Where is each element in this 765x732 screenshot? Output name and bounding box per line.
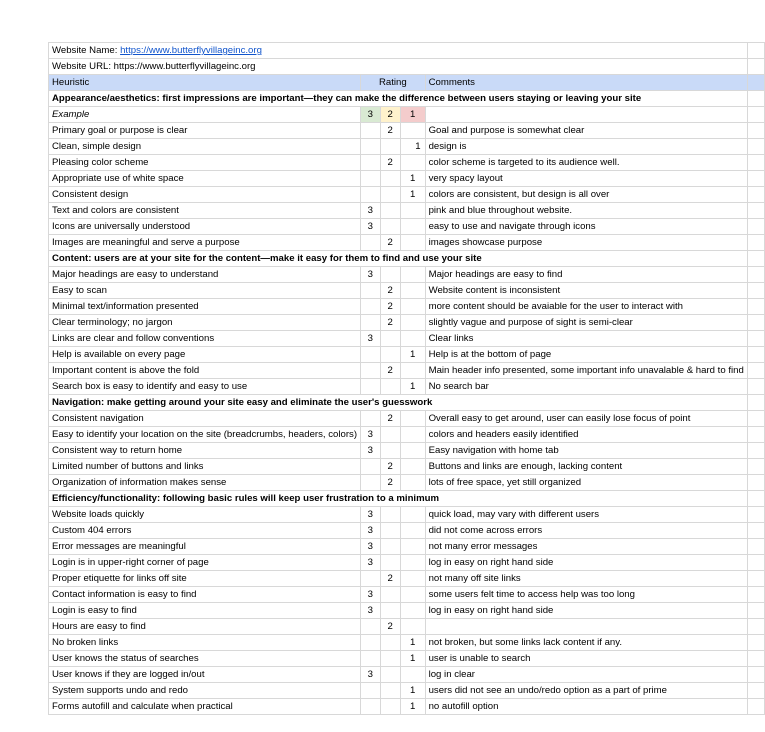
rating-3-cell[interactable]: 3 — [361, 539, 381, 555]
comment-cell[interactable]: users did not see an undo/redo option as a part of prime — [425, 683, 747, 699]
heuristic-cell[interactable]: Consistent design — [49, 187, 361, 203]
rating-3-cell[interactable]: 3 — [361, 523, 381, 539]
comment-cell[interactable]: colors are consistent, but design is all over — [425, 187, 747, 203]
rating-3-cell[interactable] — [361, 363, 381, 379]
website-url-cell[interactable]: Website URL: https://www.butterflyvillageinc.org — [49, 59, 748, 75]
rating-2-cell[interactable]: 2 — [380, 299, 400, 315]
rating-3-cell[interactable] — [361, 699, 381, 715]
empty-cell[interactable] — [747, 539, 764, 555]
rating-1-cell[interactable] — [400, 587, 425, 603]
rating-1-cell[interactable]: 1 — [400, 683, 425, 699]
rating-3-cell[interactable]: 3 — [361, 443, 381, 459]
rating-2-cell[interactable] — [380, 219, 400, 235]
section-heading-row — [49, 251, 765, 267]
rating-1-cell[interactable] — [400, 219, 425, 235]
heuristic-row — [49, 523, 765, 539]
rating-3-cell[interactable]: 3 — [361, 107, 381, 123]
rating-2-cell[interactable] — [380, 555, 400, 571]
empty-cell[interactable] — [747, 587, 764, 603]
rating-2-cell[interactable] — [380, 331, 400, 347]
heuristic-cell[interactable]: Forms autofill and calculate when practical — [49, 699, 361, 715]
heuristic-cell[interactable]: Consistent navigation — [49, 411, 361, 427]
empty-cell[interactable] — [747, 507, 764, 523]
empty-cell[interactable] — [747, 283, 764, 299]
empty-cell[interactable] — [747, 395, 764, 411]
empty-cell[interactable] — [747, 411, 764, 427]
rating-3-cell[interactable] — [361, 315, 381, 331]
heuristic-row — [49, 187, 765, 203]
rating-1-cell[interactable] — [400, 363, 425, 379]
section-heading[interactable]: Efficiency/functionality: following basic rules will keep user frustration to a minimum — [49, 491, 748, 507]
rating-3-cell[interactable]: 3 — [361, 507, 381, 523]
rating-3-cell[interactable] — [361, 187, 381, 203]
heuristic-cell[interactable]: Minimal text/information presented — [49, 299, 361, 315]
rating-header[interactable]: Rating — [361, 75, 426, 91]
rating-2-cell[interactable]: 2 — [380, 411, 400, 427]
heuristic-row — [49, 331, 765, 347]
rating-3-cell[interactable] — [361, 411, 381, 427]
comment-cell[interactable]: log in clear — [425, 667, 747, 683]
heuristic-row — [49, 443, 765, 459]
heuristic-cell[interactable]: Organization of information makes sense — [49, 475, 361, 491]
heuristic-row — [49, 235, 765, 251]
heuristic-row — [49, 171, 765, 187]
heuristic-row — [49, 315, 765, 331]
rating-1-cell[interactable]: 1 — [400, 171, 425, 187]
rating-2-cell[interactable] — [380, 523, 400, 539]
rating-2-cell[interactable] — [380, 379, 400, 395]
rating-3-cell[interactable] — [361, 619, 381, 635]
comment-cell[interactable]: some users felt time to access help was too long — [425, 587, 747, 603]
rating-1-cell[interactable] — [400, 427, 425, 443]
comment-cell[interactable]: Help is at the bottom of page — [425, 347, 747, 363]
empty-cell[interactable] — [747, 59, 764, 75]
rating-3-cell[interactable] — [361, 651, 381, 667]
heuristic-cell[interactable]: Limited number of buttons and links — [49, 459, 361, 475]
heuristic-cell[interactable]: Primary goal or purpose is clear — [49, 123, 361, 139]
heuristic-row — [49, 299, 765, 315]
rating-2-cell[interactable] — [380, 587, 400, 603]
heuristic-cell[interactable]: Hours are easy to find — [49, 619, 361, 635]
heuristic-cell[interactable]: Pleasing color scheme — [49, 155, 361, 171]
rating-1-cell[interactable] — [400, 411, 425, 427]
heuristic-row — [49, 539, 765, 555]
heuristic-row — [49, 587, 765, 603]
comment-cell[interactable]: not broken, but some links lack content if any. — [425, 635, 747, 651]
rating-2-cell[interactable] — [380, 507, 400, 523]
comment-cell[interactable]: color scheme is targeted to its audience well. — [425, 155, 747, 171]
rating-1-cell[interactable] — [400, 299, 425, 315]
website-name-cell[interactable] — [49, 43, 748, 59]
heuristic-row — [49, 459, 765, 475]
heuristic-cell[interactable]: Appropriate use of white space — [49, 171, 361, 187]
rating-2-cell[interactable] — [380, 427, 400, 443]
rating-3-cell[interactable] — [361, 347, 381, 363]
heuristic-row — [49, 379, 765, 395]
heuristic-cell[interactable]: User knows if they are logged in/out — [49, 667, 361, 683]
comment-cell[interactable]: not many error messages — [425, 539, 747, 555]
rating-2-cell[interactable] — [380, 187, 400, 203]
rating-1-cell[interactable]: 1 — [400, 635, 425, 651]
rating-3-cell[interactable]: 3 — [361, 427, 381, 443]
rating-3-cell[interactable] — [361, 283, 381, 299]
rating-3-cell[interactable] — [361, 475, 381, 491]
rating-1-cell[interactable] — [400, 203, 425, 219]
heuristic-cell[interactable]: Links are clear and follow conventions — [49, 331, 361, 347]
rating-3-cell[interactable] — [361, 123, 381, 139]
empty-cell[interactable] — [747, 91, 764, 107]
rating-1-cell[interactable]: 1 — [400, 347, 425, 363]
example-row — [49, 107, 765, 123]
rating-1-cell[interactable] — [400, 315, 425, 331]
rating-3-cell[interactable]: 3 — [361, 331, 381, 347]
empty-cell[interactable] — [747, 187, 764, 203]
comment-cell[interactable]: easy to use and navigate through icons — [425, 219, 747, 235]
rating-2-cell[interactable] — [380, 651, 400, 667]
heuristic-row — [49, 363, 765, 379]
rating-1-cell[interactable] — [400, 155, 425, 171]
rating-2-cell[interactable]: 2 — [380, 107, 400, 123]
comment-cell[interactable]: log in easy on right hand side — [425, 555, 747, 571]
rating-1-cell[interactable] — [400, 523, 425, 539]
heuristic-row — [49, 219, 765, 235]
heuristic-cell[interactable]: Search box is easy to identify and easy to use — [49, 379, 361, 395]
heuristic-row — [49, 427, 765, 443]
rating-3-cell[interactable]: 3 — [361, 587, 381, 603]
heuristic-row — [49, 555, 765, 571]
heuristic-row — [49, 651, 765, 667]
empty-cell[interactable] — [747, 251, 764, 267]
comment-cell[interactable]: Goal and purpose is somewhat clear — [425, 123, 747, 139]
rating-1-cell[interactable] — [400, 123, 425, 139]
empty-cell[interactable] — [747, 123, 764, 139]
rating-1-cell[interactable] — [400, 475, 425, 491]
empty-cell[interactable] — [747, 491, 764, 507]
empty-cell[interactable] — [747, 603, 764, 619]
heuristic-cell[interactable]: Help is available on every page — [49, 347, 361, 363]
heuristic-row — [49, 635, 765, 651]
comment-cell[interactable]: very spacy layout — [425, 171, 747, 187]
section-heading-row — [49, 91, 765, 107]
comment-cell[interactable]: not many off site links — [425, 571, 747, 587]
heuristic-cell[interactable]: Example — [49, 107, 361, 123]
empty-cell[interactable] — [747, 363, 764, 379]
comment-cell[interactable]: images showcase purpose — [425, 235, 747, 251]
rating-3-cell[interactable] — [361, 139, 381, 155]
heuristic-row — [49, 283, 765, 299]
heuristic-row — [49, 699, 765, 715]
comment-cell[interactable]: pink and blue throughout website. — [425, 203, 747, 219]
rating-2-cell[interactable] — [380, 267, 400, 283]
comment-cell[interactable] — [425, 107, 747, 123]
heuristic-cell[interactable]: Login is easy to find — [49, 603, 361, 619]
rating-1-cell[interactable] — [400, 555, 425, 571]
heuristic-row — [49, 683, 765, 699]
website-name-row — [49, 43, 765, 59]
rating-1-cell[interactable] — [400, 267, 425, 283]
rating-1-cell[interactable] — [400, 235, 425, 251]
heuristic-row — [49, 667, 765, 683]
section-heading-row — [49, 491, 765, 507]
heuristic-header[interactable]: Heuristic — [49, 75, 361, 91]
empty-cell[interactable] — [747, 315, 764, 331]
rating-1-cell[interactable] — [400, 459, 425, 475]
rating-1-cell[interactable] — [400, 619, 425, 635]
empty-cell[interactable] — [747, 443, 764, 459]
empty-cell[interactable] — [747, 699, 764, 715]
section-heading-row — [49, 395, 765, 411]
heuristic-cell[interactable]: Proper etiquette for links off site — [49, 571, 361, 587]
rating-1-cell[interactable] — [400, 539, 425, 555]
empty-cell[interactable] — [747, 267, 764, 283]
rating-2-cell[interactable]: 2 — [380, 315, 400, 331]
empty-cell[interactable] — [747, 475, 764, 491]
rating-3-cell[interactable] — [361, 379, 381, 395]
empty-cell[interactable] — [747, 43, 764, 59]
comment-cell[interactable]: No search bar — [425, 379, 747, 395]
empty-cell[interactable] — [747, 571, 764, 587]
rating-1-cell[interactable] — [400, 443, 425, 459]
comment-cell[interactable]: Major headings are easy to find — [425, 267, 747, 283]
heuristic-cell[interactable]: Consistent way to return home — [49, 443, 361, 459]
heuristic-evaluation-sheet — [48, 42, 765, 715]
rating-2-cell[interactable] — [380, 699, 400, 715]
rating-1-cell[interactable] — [400, 603, 425, 619]
empty-cell[interactable] — [747, 635, 764, 651]
empty-cell[interactable] — [747, 219, 764, 235]
rating-2-cell[interactable]: 2 — [380, 123, 400, 139]
rating-2-cell[interactable]: 2 — [380, 363, 400, 379]
comments-header[interactable]: Comments — [425, 75, 747, 91]
empty-cell[interactable] — [747, 555, 764, 571]
rating-2-cell[interactable]: 2 — [380, 475, 400, 491]
rating-1-cell[interactable]: 1 — [400, 651, 425, 667]
rating-1-cell[interactable]: 1 — [400, 699, 425, 715]
rating-3-cell[interactable] — [361, 683, 381, 699]
rating-3-cell[interactable]: 3 — [361, 667, 381, 683]
rating-3-cell[interactable]: 3 — [361, 203, 381, 219]
heuristic-cell[interactable]: Major headings are easy to understand — [49, 267, 361, 283]
rating-2-cell[interactable] — [380, 171, 400, 187]
comment-cell[interactable]: lots of free space, yet still organized — [425, 475, 747, 491]
empty-cell[interactable] — [747, 155, 764, 171]
empty-cell[interactable] — [747, 299, 764, 315]
rating-1-cell[interactable] — [400, 571, 425, 587]
comment-cell[interactable]: Main header info presented, some important info unavalable & hard to find — [425, 363, 747, 379]
sheet-body — [49, 43, 765, 715]
rating-2-cell[interactable]: 2 — [380, 235, 400, 251]
heuristic-row — [49, 571, 765, 587]
heuristic-row — [49, 347, 765, 363]
heuristic-cell[interactable]: Icons are universally understood — [49, 219, 361, 235]
comment-cell[interactable] — [425, 619, 747, 635]
rating-3-cell[interactable]: 3 — [361, 267, 381, 283]
rating-3-cell[interactable] — [361, 299, 381, 315]
heuristic-cell[interactable]: Custom 404 errors — [49, 523, 361, 539]
rating-3-cell[interactable]: 3 — [361, 555, 381, 571]
header-row — [49, 75, 765, 91]
heuristic-cell[interactable]: Images are meaningful and serve a purpose — [49, 235, 361, 251]
rating-3-cell[interactable] — [361, 635, 381, 651]
heuristic-cell[interactable]: System supports undo and redo — [49, 683, 361, 699]
heuristic-row — [49, 155, 765, 171]
comment-cell[interactable]: Easy navigation with home tab — [425, 443, 747, 459]
empty-cell[interactable] — [747, 379, 764, 395]
heuristic-row — [49, 475, 765, 491]
rating-2-cell[interactable]: 2 — [380, 155, 400, 171]
rating-1-cell[interactable] — [400, 667, 425, 683]
heuristic-row — [49, 507, 765, 523]
heuristic-cell[interactable]: No broken links — [49, 635, 361, 651]
rating-2-cell[interactable] — [380, 139, 400, 155]
rating-3-cell[interactable] — [361, 235, 381, 251]
comment-cell[interactable]: Buttons and links are enough, lacking content — [425, 459, 747, 475]
rating-2-cell[interactable] — [380, 347, 400, 363]
rating-2-cell[interactable]: 2 — [380, 571, 400, 587]
rating-2-cell[interactable] — [380, 635, 400, 651]
heuristic-row — [49, 203, 765, 219]
rating-3-cell[interactable] — [361, 459, 381, 475]
empty-cell[interactable] — [747, 667, 764, 683]
rating-1-cell[interactable] — [400, 331, 425, 347]
heuristic-row — [49, 411, 765, 427]
comment-cell[interactable]: user is unable to search — [425, 651, 747, 667]
rating-2-cell[interactable] — [380, 539, 400, 555]
rating-3-cell[interactable] — [361, 155, 381, 171]
website-name-link[interactable]: https://www.butterflyvillageinc.org — [120, 45, 262, 56]
heuristic-cell[interactable]: User knows the status of searches — [49, 651, 361, 667]
rating-1-cell[interactable]: 1 — [400, 379, 425, 395]
rating-3-cell[interactable]: 3 — [361, 603, 381, 619]
rating-1-cell[interactable]: 1 — [400, 107, 425, 123]
empty-cell[interactable] — [747, 683, 764, 699]
heuristic-row — [49, 267, 765, 283]
rating-2-cell[interactable] — [380, 683, 400, 699]
rating-2-cell[interactable] — [380, 667, 400, 683]
rating-3-cell[interactable] — [361, 171, 381, 187]
rating-1-cell[interactable] — [400, 283, 425, 299]
empty-cell[interactable] — [747, 171, 764, 187]
heuristic-row — [49, 603, 765, 619]
comment-cell[interactable]: design is — [425, 139, 747, 155]
heuristic-row — [49, 619, 765, 635]
heuristic-cell[interactable]: Important content is above the fold — [49, 363, 361, 379]
empty-cell[interactable] — [747, 235, 764, 251]
rating-2-cell[interactable] — [380, 443, 400, 459]
heuristic-cell[interactable]: Website loads quickly — [49, 507, 361, 523]
comment-cell[interactable]: Website content is inconsistent — [425, 283, 747, 299]
comment-cell[interactable]: no autofill option — [425, 699, 747, 715]
heuristic-cell[interactable]: Login is in upper-right corner of page — [49, 555, 361, 571]
rating-2-cell[interactable] — [380, 603, 400, 619]
rating-1-cell[interactable]: 1 — [400, 139, 425, 155]
empty-cell[interactable] — [747, 107, 764, 123]
comment-cell[interactable]: quick load, may vary with different users — [425, 507, 747, 523]
rating-1-cell[interactable] — [400, 507, 425, 523]
website-name-label: Website Name: — [52, 45, 121, 56]
empty-cell[interactable] — [747, 139, 764, 155]
comment-cell[interactable]: Overall easy to get around, user can easily lose focus of point — [425, 411, 747, 427]
empty-cell[interactable] — [747, 651, 764, 667]
rating-3-cell[interactable]: 3 — [361, 219, 381, 235]
heuristic-cell[interactable]: Easy to scan — [49, 283, 361, 299]
empty-cell[interactable] — [747, 459, 764, 475]
comment-cell[interactable]: colors and headers easily identified — [425, 427, 747, 443]
empty-cell[interactable] — [747, 331, 764, 347]
heuristic-cell[interactable]: Contact information is easy to find — [49, 587, 361, 603]
section-heading[interactable]: Navigation: make getting around your site easy and eliminate the user's guesswork — [49, 395, 748, 411]
section-heading[interactable]: Content: users are at your site for the content—make it easy for them to find and use your site — [49, 251, 748, 267]
heuristic-row — [49, 139, 765, 155]
heuristic-cell[interactable]: Text and colors are consistent — [49, 203, 361, 219]
empty-cell[interactable] — [747, 427, 764, 443]
rating-2-cell[interactable]: 2 — [380, 459, 400, 475]
heuristic-cell[interactable]: Clean, simple design — [49, 139, 361, 155]
comment-cell[interactable]: Clear links — [425, 331, 747, 347]
comment-cell[interactable]: slightly vague and purpose of sight is semi-clear — [425, 315, 747, 331]
rating-2-cell[interactable] — [380, 203, 400, 219]
rating-2-cell[interactable]: 2 — [380, 619, 400, 635]
rating-2-cell[interactable]: 2 — [380, 283, 400, 299]
website-url-row — [49, 59, 765, 75]
rating-1-cell[interactable]: 1 — [400, 187, 425, 203]
comment-cell[interactable]: log in easy on right hand side — [425, 603, 747, 619]
header-extra-cell[interactable] — [747, 75, 764, 91]
empty-cell[interactable] — [747, 203, 764, 219]
empty-cell[interactable] — [747, 619, 764, 635]
heuristic-cell[interactable]: Clear terminology; no jargon — [49, 315, 361, 331]
comment-cell[interactable]: did not come across errors — [425, 523, 747, 539]
heuristic-row — [49, 123, 765, 139]
section-heading[interactable]: Appearance/aesthetics: first impressions are important—they can make the difference between users staying or leaving your site — [49, 91, 748, 107]
empty-cell[interactable] — [747, 347, 764, 363]
rating-3-cell[interactable] — [361, 571, 381, 587]
comment-cell[interactable]: more content should be avaiable for the user to interact with — [425, 299, 747, 315]
heuristic-cell[interactable]: Easy to identify your location on the site (breadcrumbs, headers, colors) — [49, 427, 361, 443]
empty-cell[interactable] — [747, 523, 764, 539]
heuristic-cell[interactable]: Error messages are meaningful — [49, 539, 361, 555]
